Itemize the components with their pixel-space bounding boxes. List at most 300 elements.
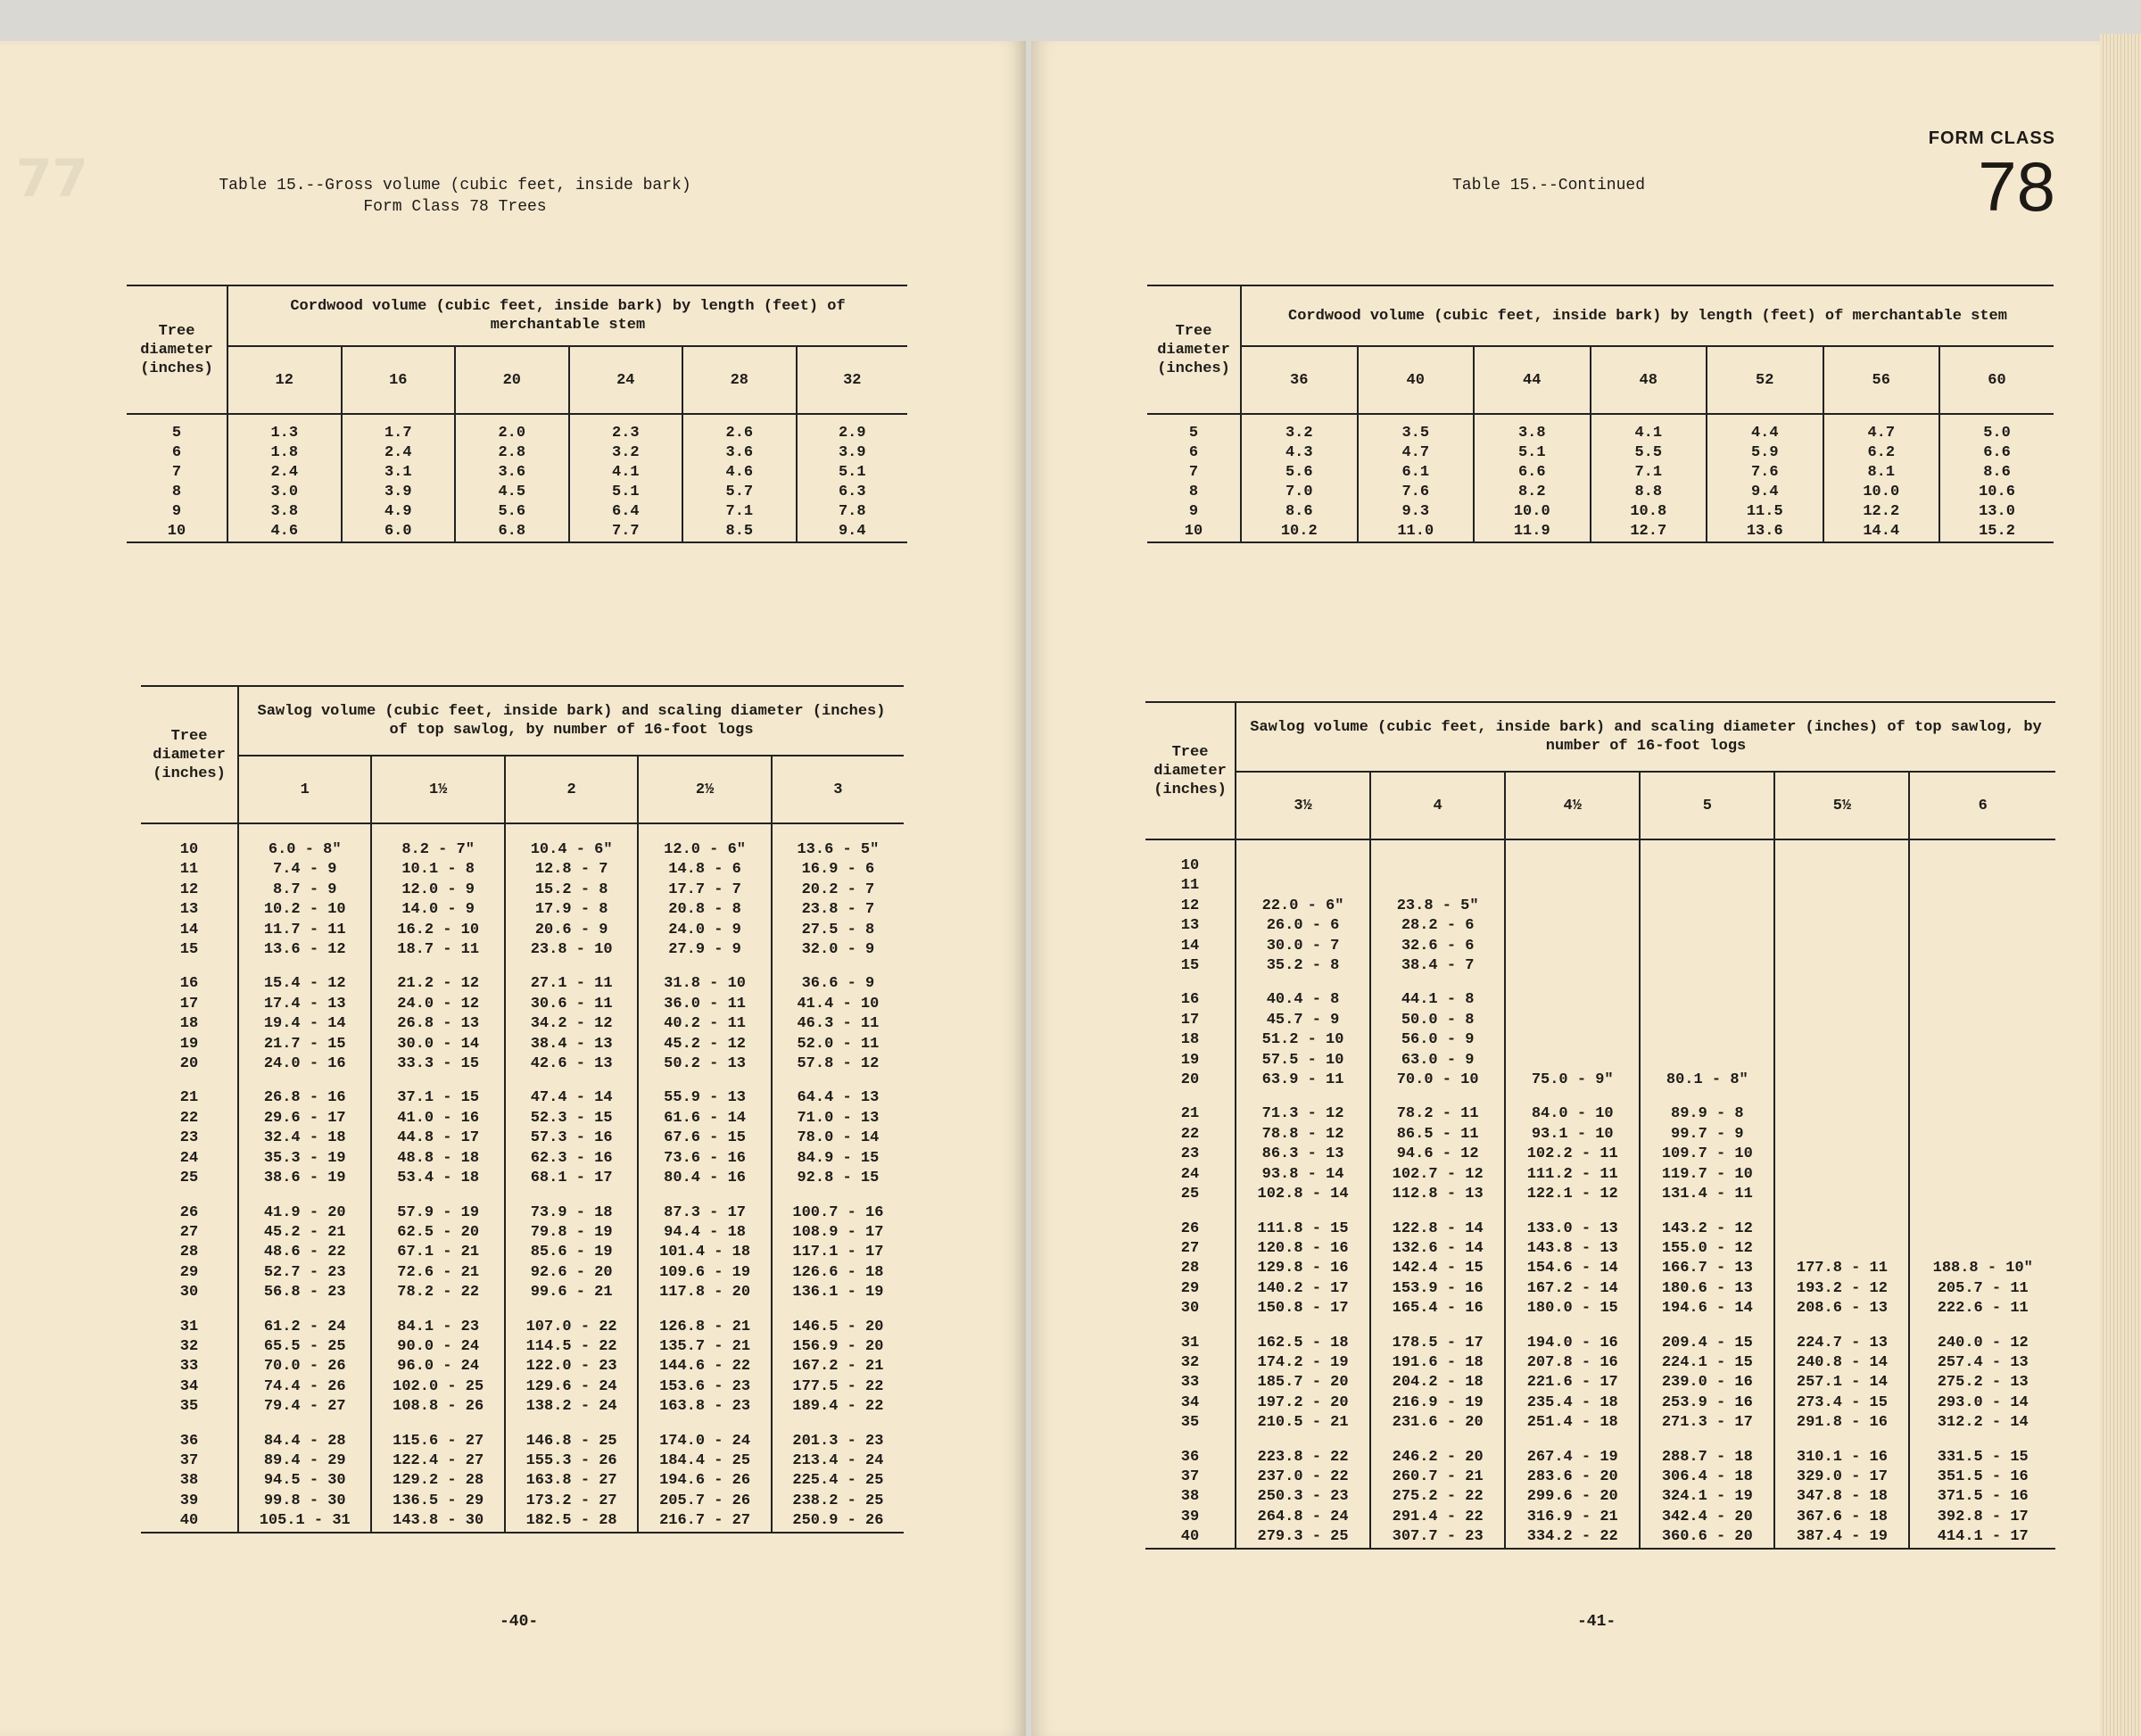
value-cell: 50.2 - 13 xyxy=(638,1054,771,1074)
value-cell: 2.3 xyxy=(569,414,683,443)
left-page xyxy=(0,41,1026,1736)
value-cell xyxy=(1640,937,1774,956)
value-cell: 62.3 - 16 xyxy=(505,1149,638,1169)
table-row xyxy=(141,1014,904,1034)
value-cell: 70.0 - 26 xyxy=(238,1357,371,1376)
value-cell: 291.8 - 16 xyxy=(1774,1413,1909,1433)
diameter-cell: 18 xyxy=(179,1015,199,1033)
diameter-cell: 26 xyxy=(179,1203,199,1221)
value-cell: 41.9 - 20 xyxy=(238,1189,371,1223)
value-cell: 132.6 - 14 xyxy=(1370,1239,1505,1259)
value-cell: 173.2 - 27 xyxy=(505,1492,638,1511)
value-cell: 334.2 - 22 xyxy=(1505,1527,1640,1548)
sawlog-group-header: Sawlog volume (cubic feet, inside bark) and scaling diameter (inches) of top sawlog, by number of 16-foot logs xyxy=(1236,702,2055,772)
value-cell: 94.6 - 12 xyxy=(1370,1145,1505,1164)
value-cell: 13.6 - 12 xyxy=(238,940,371,960)
value-cell: 17.9 - 8 xyxy=(505,900,638,920)
table-row xyxy=(141,1492,904,1511)
diameter-cell: 36 xyxy=(179,1432,199,1450)
value-cell: 73.6 - 16 xyxy=(638,1149,771,1169)
value-cell: 102.2 - 11 xyxy=(1505,1145,1640,1164)
bleed-through-mark: 77 xyxy=(16,148,88,209)
diameter-cell: 16 xyxy=(179,975,199,993)
value-cell: 99.6 - 21 xyxy=(505,1283,638,1302)
value-cell: 20.8 - 8 xyxy=(638,900,771,920)
value-cell: 52.7 - 23 xyxy=(238,1263,371,1283)
diameter-cell: 17 xyxy=(1180,1011,1200,1029)
value-cell: 177.8 - 11 xyxy=(1774,1259,1909,1278)
value-cell: 239.0 - 16 xyxy=(1640,1373,1774,1393)
value-cell xyxy=(1774,976,1909,1010)
value-cell: 250.9 - 26 xyxy=(772,1511,904,1532)
value-cell: 105.1 - 31 xyxy=(238,1511,371,1532)
column-header: 60 xyxy=(1939,346,2054,414)
diameter-cell: 8 xyxy=(1188,484,1199,500)
value-cell xyxy=(1774,916,1909,936)
value-cell: 194.6 - 14 xyxy=(1640,1299,1774,1319)
value-cell xyxy=(1909,1011,2055,1030)
value-cell xyxy=(1909,956,2055,976)
table-row xyxy=(141,1511,904,1532)
value-cell: 360.6 - 20 xyxy=(1640,1527,1774,1548)
diameter-cell: 39 xyxy=(1180,1508,1200,1525)
table-row xyxy=(141,1169,904,1188)
value-cell: 1.8 xyxy=(227,443,342,463)
value-cell: 209.4 - 15 xyxy=(1640,1319,1774,1353)
diameter-cell: 14 xyxy=(1180,937,1200,955)
value-cell: 1.3 xyxy=(227,414,342,443)
value-cell: 235.4 - 18 xyxy=(1505,1393,1640,1413)
value-cell xyxy=(1505,1030,1640,1050)
value-cell: 89.9 - 8 xyxy=(1640,1090,1774,1124)
value-cell: 163.8 - 27 xyxy=(505,1471,638,1491)
value-cell: 4.4 xyxy=(1707,414,1823,443)
table-row xyxy=(127,414,907,443)
value-cell xyxy=(1505,937,1640,956)
diameter-cell: 15 xyxy=(179,941,199,959)
column-header: 5 xyxy=(1640,772,1774,839)
value-cell xyxy=(1909,1239,2055,1259)
value-cell: 61.6 - 14 xyxy=(638,1109,771,1128)
value-cell: 46.3 - 11 xyxy=(772,1014,904,1034)
value-cell: 129.6 - 24 xyxy=(505,1377,638,1397)
diameter-cell: 37 xyxy=(1180,1467,1200,1485)
table-row xyxy=(141,1471,904,1491)
value-cell: 102.8 - 14 xyxy=(1236,1185,1370,1204)
value-cell: 27.5 - 8 xyxy=(772,921,904,940)
value-cell: 414.1 - 17 xyxy=(1909,1527,2055,1548)
value-cell: 3.8 xyxy=(227,502,342,522)
value-cell: 251.4 - 18 xyxy=(1505,1413,1640,1433)
value-cell xyxy=(1909,1125,2055,1145)
value-cell: 14.4 xyxy=(1823,522,1940,542)
value-cell xyxy=(1774,1185,1909,1204)
value-cell: 154.6 - 14 xyxy=(1505,1259,1640,1278)
diameter-cell: 29 xyxy=(179,1263,199,1281)
table-row xyxy=(1145,1434,2055,1467)
value-cell: 38.4 - 7 xyxy=(1370,956,1505,976)
value-cell: 238.2 - 25 xyxy=(772,1492,904,1511)
value-cell: 112.8 - 13 xyxy=(1370,1185,1505,1204)
column-header: 12 xyxy=(227,346,342,414)
diameter-cell: 26 xyxy=(1180,1219,1200,1237)
value-cell: 85.6 - 19 xyxy=(505,1243,638,1262)
table-row xyxy=(1145,1239,2055,1259)
table-row xyxy=(1145,1413,2055,1433)
diameter-cell: 18 xyxy=(1180,1031,1200,1049)
table-row xyxy=(1145,876,2055,896)
value-cell: 273.4 - 15 xyxy=(1774,1393,1909,1413)
table-row xyxy=(141,1283,904,1302)
value-cell: 135.7 - 21 xyxy=(638,1337,771,1357)
value-cell: 146.8 - 25 xyxy=(505,1418,638,1451)
page-edge xyxy=(2100,34,2141,1736)
column-header: 5½ xyxy=(1774,772,1909,839)
value-cell: 257.1 - 14 xyxy=(1774,1373,1909,1393)
value-cell: 6.8 xyxy=(455,522,569,542)
value-cell: 40.2 - 11 xyxy=(638,1014,771,1034)
value-cell: 4.6 xyxy=(227,522,342,542)
value-cell: 210.5 - 21 xyxy=(1236,1413,1370,1433)
value-cell: 155.0 - 12 xyxy=(1640,1239,1774,1259)
table-row xyxy=(141,900,904,920)
diameter-cell: 22 xyxy=(1180,1125,1200,1143)
value-cell: 136.1 - 19 xyxy=(772,1283,904,1302)
table-row xyxy=(1145,1125,2055,1145)
value-cell xyxy=(1909,937,2055,956)
value-cell xyxy=(1370,839,1505,876)
column-header: 36 xyxy=(1241,346,1358,414)
value-cell: 4.7 xyxy=(1358,443,1475,463)
column-header: 24 xyxy=(569,346,683,414)
sawlog-table xyxy=(141,685,904,1533)
value-cell: 5.5 xyxy=(1591,443,1707,463)
value-cell: 8.2 xyxy=(1474,483,1591,502)
value-cell: 111.8 - 15 xyxy=(1236,1205,1370,1239)
diameter-cell: 30 xyxy=(179,1284,199,1302)
value-cell: 86.5 - 11 xyxy=(1370,1125,1505,1145)
value-cell xyxy=(1909,1165,2055,1185)
form-class-number: 78 xyxy=(1978,147,2055,226)
table-row xyxy=(127,483,907,502)
diameter-cell: 35 xyxy=(179,1398,199,1416)
table-row xyxy=(141,940,904,960)
value-cell xyxy=(1640,1030,1774,1050)
value-cell: 13.6 xyxy=(1707,522,1823,542)
value-cell xyxy=(1640,956,1774,976)
value-cell: 174.0 - 24 xyxy=(638,1418,771,1451)
value-cell: 67.1 - 21 xyxy=(371,1243,504,1262)
diameter-cell: 13 xyxy=(179,901,199,919)
value-cell: 178.5 - 17 xyxy=(1370,1319,1505,1353)
value-cell: 180.6 - 13 xyxy=(1640,1279,1774,1299)
value-cell: 201.3 - 23 xyxy=(772,1418,904,1451)
value-cell: 126.8 - 21 xyxy=(638,1303,771,1337)
table-row xyxy=(1145,839,2055,876)
value-cell: 189.4 - 22 xyxy=(772,1397,904,1417)
table-row xyxy=(141,1243,904,1262)
table-row xyxy=(1145,1259,2055,1278)
value-cell: 73.9 - 18 xyxy=(505,1189,638,1223)
value-cell: 48.6 - 22 xyxy=(238,1243,371,1262)
value-cell: 2.4 xyxy=(227,463,342,483)
column-header: 3 xyxy=(772,756,904,823)
value-cell: 10.8 xyxy=(1591,502,1707,522)
diameter-cell: 7 xyxy=(1188,464,1199,481)
value-cell: 10.0 xyxy=(1823,483,1940,502)
diameter-cell: 32 xyxy=(1180,1353,1200,1371)
value-cell: 93.1 - 10 xyxy=(1505,1125,1640,1145)
diameter-cell: 10 xyxy=(1180,857,1200,874)
value-cell: 63.9 - 11 xyxy=(1236,1071,1370,1090)
value-cell: 24.0 - 12 xyxy=(371,995,504,1014)
value-cell: 142.4 - 15 xyxy=(1370,1259,1505,1278)
value-cell xyxy=(1640,839,1774,876)
table-row xyxy=(141,1074,904,1108)
table-row xyxy=(141,1189,904,1223)
value-cell: 257.4 - 13 xyxy=(1909,1353,2055,1373)
value-cell xyxy=(1909,1205,2055,1239)
value-cell: 7.6 xyxy=(1707,463,1823,483)
value-cell: 122.8 - 14 xyxy=(1370,1205,1505,1239)
value-cell: 324.1 - 19 xyxy=(1640,1487,1774,1507)
value-cell: 101.4 - 18 xyxy=(638,1243,771,1262)
diameter-cell: 10 xyxy=(127,522,227,542)
value-cell xyxy=(1774,956,1909,976)
table-row xyxy=(141,960,904,994)
value-cell: 68.1 - 17 xyxy=(505,1169,638,1188)
table-row xyxy=(1145,1165,2055,1185)
value-cell: 16.9 - 6 xyxy=(772,860,904,880)
value-cell: 5.6 xyxy=(1241,463,1358,483)
table-row xyxy=(141,1418,904,1451)
cordwood-table xyxy=(127,285,907,543)
value-cell: 92.6 - 20 xyxy=(505,1263,638,1283)
value-cell: 264.8 - 24 xyxy=(1236,1508,1370,1527)
value-cell: 56.0 - 9 xyxy=(1370,1030,1505,1050)
value-cell: 56.8 - 23 xyxy=(238,1283,371,1302)
value-cell: 27.9 - 9 xyxy=(638,940,771,960)
table-row xyxy=(1145,1527,2055,1548)
value-cell: 271.3 - 17 xyxy=(1640,1413,1774,1433)
value-cell: 3.9 xyxy=(342,483,456,502)
value-cell: 167.2 - 21 xyxy=(772,1357,904,1376)
value-cell: 102.7 - 12 xyxy=(1370,1165,1505,1185)
value-cell: 111.2 - 11 xyxy=(1505,1165,1640,1185)
value-cell xyxy=(1774,1145,1909,1164)
diameter-cell: 35 xyxy=(1180,1414,1200,1432)
value-cell: 10.1 - 8 xyxy=(371,860,504,880)
value-cell: 7.7 xyxy=(569,522,683,542)
value-cell: 3.8 xyxy=(1474,414,1591,443)
page-number: -40- xyxy=(500,1613,539,1631)
value-cell: 41.0 - 16 xyxy=(371,1109,504,1128)
diameter-cell: 11 xyxy=(179,861,199,879)
diameter-cell: 10 xyxy=(179,841,199,858)
value-cell: 71.3 - 12 xyxy=(1236,1090,1370,1124)
diameter-cell: 24 xyxy=(1180,1165,1200,1183)
table-row xyxy=(1145,916,2055,936)
diameter-cell: 28 xyxy=(1180,1260,1200,1277)
value-cell: 86.3 - 13 xyxy=(1236,1145,1370,1164)
value-cell: 144.6 - 22 xyxy=(638,1357,771,1376)
value-cell: 2.8 xyxy=(455,443,569,463)
value-cell: 2.9 xyxy=(797,414,907,443)
table-row xyxy=(141,823,904,860)
value-cell: 3.0 xyxy=(227,483,342,502)
column-header: 28 xyxy=(682,346,797,414)
value-cell xyxy=(1505,897,1640,916)
value-cell: 32.0 - 9 xyxy=(772,940,904,960)
diameter-cell: 10 xyxy=(1147,522,1241,542)
value-cell: 150.8 - 17 xyxy=(1236,1299,1370,1319)
column-header: 48 xyxy=(1591,346,1707,414)
value-cell: 260.7 - 21 xyxy=(1370,1467,1505,1487)
table-row xyxy=(141,1223,904,1243)
value-cell: 78.8 - 12 xyxy=(1236,1125,1370,1145)
value-cell: 136.5 - 29 xyxy=(371,1492,504,1511)
value-cell: 122.0 - 23 xyxy=(505,1357,638,1376)
value-cell: 165.4 - 16 xyxy=(1370,1299,1505,1319)
value-cell: 10.2 xyxy=(1241,522,1358,542)
column-header: 56 xyxy=(1823,346,1940,414)
table-row xyxy=(1145,1090,2055,1124)
value-cell: 26.8 - 13 xyxy=(371,1014,504,1034)
value-cell: 13.6 - 5" xyxy=(772,823,904,860)
value-cell xyxy=(1236,839,1370,876)
value-cell: 47.4 - 14 xyxy=(505,1074,638,1108)
value-cell xyxy=(1909,1185,2055,1204)
value-cell: 351.5 - 16 xyxy=(1909,1467,2055,1487)
diameter-cell: 6 xyxy=(1188,444,1199,461)
value-cell: 293.0 - 14 xyxy=(1909,1393,2055,1413)
value-cell xyxy=(1370,876,1505,896)
value-cell xyxy=(1640,876,1774,896)
value-cell: 122.1 - 12 xyxy=(1505,1185,1640,1204)
value-cell: 204.2 - 18 xyxy=(1370,1373,1505,1393)
column-header: 3½ xyxy=(1236,772,1370,839)
value-cell: 306.4 - 18 xyxy=(1640,1467,1774,1487)
value-cell: 84.4 - 28 xyxy=(238,1418,371,1451)
value-cell: 72.6 - 21 xyxy=(371,1263,504,1283)
value-cell: 216.9 - 19 xyxy=(1370,1393,1505,1413)
diameter-cell: 40 xyxy=(141,1511,238,1532)
diameter-cell: 6 xyxy=(171,444,182,461)
value-cell: 80.4 - 16 xyxy=(638,1169,771,1188)
value-cell: 8.8 xyxy=(1591,483,1707,502)
value-cell: 267.4 - 19 xyxy=(1505,1434,1640,1467)
value-cell: 119.7 - 10 xyxy=(1640,1165,1774,1185)
value-cell: 205.7 - 26 xyxy=(638,1492,771,1511)
value-cell: 17.7 - 7 xyxy=(638,880,771,900)
diameter-cell: 23 xyxy=(1180,1145,1200,1163)
column-header: 2½ xyxy=(638,756,771,823)
value-cell: 94.4 - 18 xyxy=(638,1223,771,1243)
table-row xyxy=(1145,1393,2055,1413)
value-cell: 288.7 - 18 xyxy=(1640,1434,1774,1467)
form-class-label: FORM CLASS xyxy=(1928,128,2055,148)
value-cell: 3.2 xyxy=(569,443,683,463)
column-header: 20 xyxy=(455,346,569,414)
column-header: 16 xyxy=(342,346,456,414)
value-cell: 100.7 - 16 xyxy=(772,1189,904,1223)
value-cell: 275.2 - 22 xyxy=(1370,1487,1505,1507)
value-cell: 8.6 xyxy=(1241,502,1358,522)
value-cell: 55.9 - 13 xyxy=(638,1074,771,1108)
value-cell xyxy=(1505,839,1640,876)
value-cell: 299.6 - 20 xyxy=(1505,1487,1640,1507)
value-cell: 143.8 - 13 xyxy=(1505,1239,1640,1259)
value-cell: 1.7 xyxy=(342,414,456,443)
value-cell: 250.3 - 23 xyxy=(1236,1487,1370,1507)
value-cell: 5.1 xyxy=(1474,443,1591,463)
value-cell: 8.1 xyxy=(1823,463,1940,483)
table-row xyxy=(1147,443,2054,463)
value-cell: 11.0 xyxy=(1358,522,1475,542)
value-cell: 167.2 - 14 xyxy=(1505,1279,1640,1299)
table-row xyxy=(1147,502,2054,522)
value-cell: 240.8 - 14 xyxy=(1774,1353,1909,1373)
value-cell: 371.5 - 16 xyxy=(1909,1487,2055,1507)
value-cell: 2.0 xyxy=(455,414,569,443)
value-cell xyxy=(1505,876,1640,896)
value-cell: 3.2 xyxy=(1241,414,1358,443)
value-cell: 23.8 - 10 xyxy=(505,940,638,960)
diameter-cell: 39 xyxy=(179,1492,199,1509)
value-cell: 48.8 - 18 xyxy=(371,1149,504,1169)
value-cell xyxy=(1236,876,1370,896)
column-header: 4 xyxy=(1370,772,1505,839)
value-cell xyxy=(1505,1051,1640,1071)
value-cell: 26.0 - 6 xyxy=(1236,916,1370,936)
value-cell: 7.1 xyxy=(1591,463,1707,483)
value-cell: 37.1 - 15 xyxy=(371,1074,504,1108)
column-header: 40 xyxy=(1358,346,1475,414)
table-row xyxy=(1145,1145,2055,1164)
value-cell: 182.5 - 28 xyxy=(505,1511,638,1532)
value-cell xyxy=(1640,1011,1774,1030)
value-cell: 70.0 - 10 xyxy=(1370,1071,1505,1090)
diameter-header: Tree diameter (inches) xyxy=(127,285,227,414)
diameter-cell: 21 xyxy=(179,1089,199,1107)
value-cell xyxy=(1774,1051,1909,1071)
value-cell: 4.6 xyxy=(682,463,797,483)
diameter-cell: 24 xyxy=(179,1149,199,1167)
table-title-line-1: Table 15.--Gross volume (cubic feet, inside bark) xyxy=(219,177,691,194)
value-cell: 30.0 - 14 xyxy=(371,1035,504,1054)
value-cell: 156.9 - 20 xyxy=(772,1337,904,1357)
value-cell: 193.2 - 12 xyxy=(1774,1279,1909,1299)
table-row xyxy=(141,1337,904,1357)
diameter-cell: 12 xyxy=(1180,897,1200,914)
value-cell: 10.2 - 10 xyxy=(238,900,371,920)
value-cell: 231.6 - 20 xyxy=(1370,1413,1505,1433)
value-cell: 312.2 - 14 xyxy=(1909,1413,2055,1433)
value-cell: 20.2 - 7 xyxy=(772,880,904,900)
value-cell: 22.0 - 6" xyxy=(1236,897,1370,916)
page-number: -41- xyxy=(1577,1613,1616,1631)
diameter-cell: 12 xyxy=(179,880,199,898)
table-row xyxy=(1147,522,2054,542)
table-row xyxy=(1145,1185,2055,1204)
value-cell: 34.2 - 12 xyxy=(505,1014,638,1034)
value-cell: 12.2 xyxy=(1823,502,1940,522)
table-row xyxy=(1145,1508,2055,1527)
diameter-cell: 30 xyxy=(1180,1300,1200,1318)
value-cell: 133.0 - 13 xyxy=(1505,1205,1640,1239)
value-cell xyxy=(1774,1071,1909,1090)
value-cell: 153.6 - 23 xyxy=(638,1377,771,1397)
